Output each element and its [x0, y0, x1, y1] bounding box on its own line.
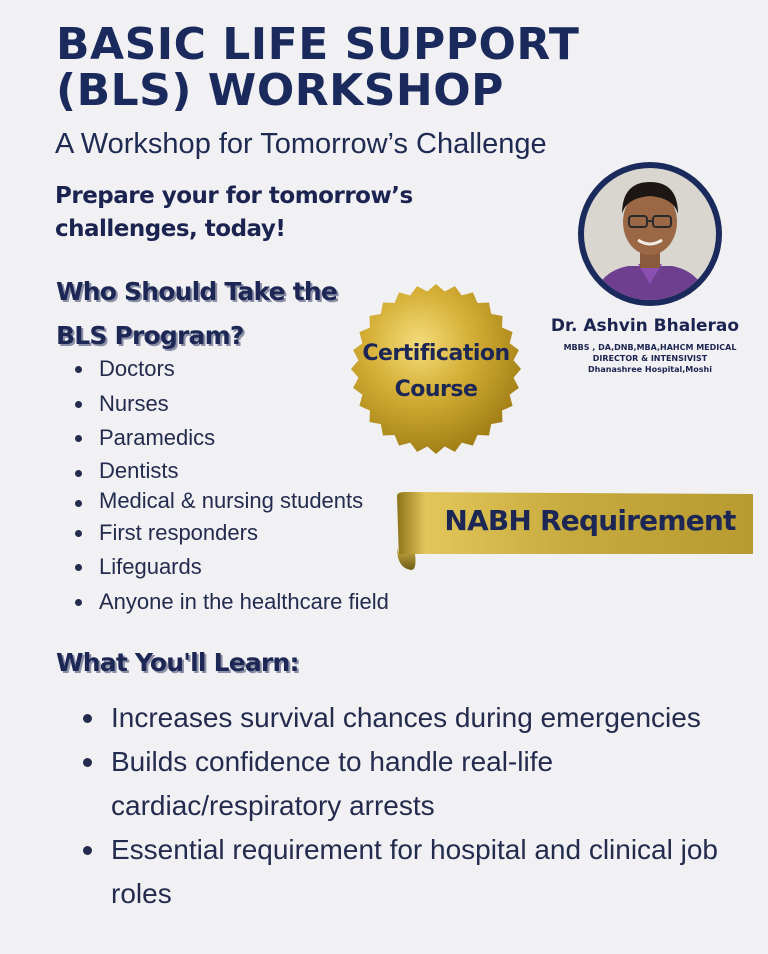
list-item: Medical & nursing students	[75, 486, 389, 516]
doctor-name: Dr. Ashvin Bhalerao	[550, 316, 740, 336]
list-item: Increases survival chances during emergencies	[83, 696, 753, 740]
who-heading-line-1: Who Should Take the	[56, 277, 338, 306]
doctor-hospital: Dhanashree Hospital,Moshi	[588, 365, 712, 374]
list-item: Builds confidence to handle real-life cardiac/respiratory arrests	[83, 740, 631, 828]
doctor-title: DIRECTOR & INTENSIVIST	[592, 354, 708, 363]
who-heading	[56, 270, 356, 358]
subtitle: A Workshop for Tomorrow’s Challenge	[55, 128, 547, 160]
list-item: Paramedics	[75, 421, 389, 456]
certification-badge-label	[350, 336, 522, 408]
tagline-line-2: challenges, today!	[55, 216, 286, 242]
who-list	[75, 352, 389, 619]
title-line-2: (BLS) WORKSHOP	[56, 65, 504, 116]
badge-line-1: Certification	[362, 341, 510, 366]
list-item: Lifeguards	[75, 550, 389, 585]
page-title	[56, 19, 580, 116]
doctor-credentials: MBBS , DA,DNB,MBA,HAHCM MEDICAL	[563, 343, 737, 352]
list-item: Nurses	[75, 387, 389, 422]
list-item: First responders	[75, 516, 389, 551]
badge-line-2: Course	[394, 377, 478, 402]
learn-list	[83, 696, 753, 916]
title-line-1: BASIC LIFE SUPPORT	[56, 19, 580, 70]
who-heading-line-2: BLS Program?	[56, 321, 244, 350]
tagline-line-1: Prepare your for tomorrow’s	[55, 183, 413, 209]
learn-heading: What You'll Learn:	[56, 648, 299, 677]
doctor-portrait-icon	[576, 160, 724, 308]
list-item: Doctors	[75, 352, 389, 387]
tagline	[55, 180, 455, 246]
nabh-requirement-label: NABH Requirement	[444, 504, 736, 537]
list-item: Anyone in the healthcare field	[75, 585, 389, 620]
list-item: Dentists	[75, 456, 389, 486]
list-item: Essential requirement for hospital and clinical job roles	[83, 828, 753, 916]
